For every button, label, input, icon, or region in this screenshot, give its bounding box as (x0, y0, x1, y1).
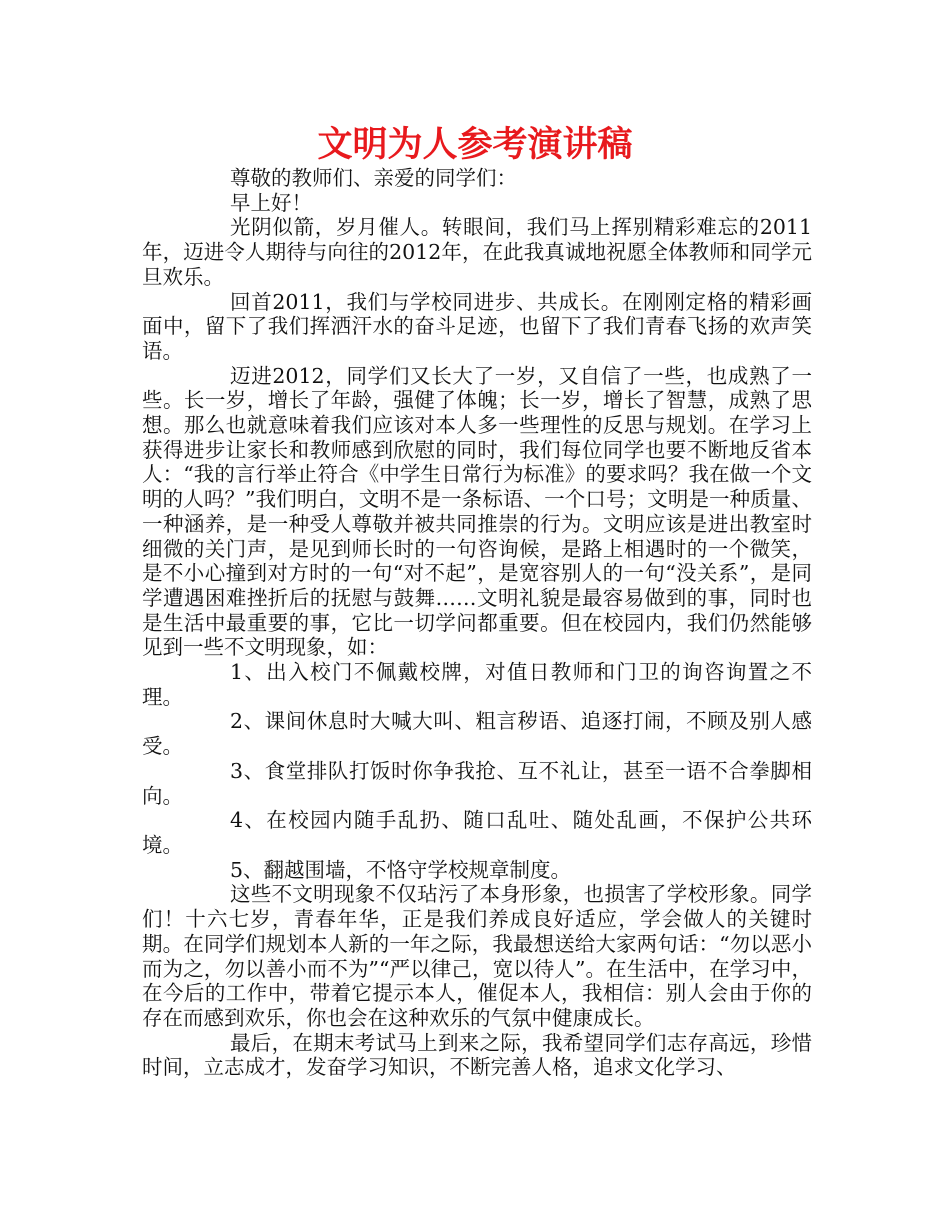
paragraph: 光阴似箭，岁月催人。转眼间，我们马上挥别精彩难忘的2011年，迈进令人期待与向往的2012年，在此我真诚地祝愿全体教师和同学元旦欢乐。 (142, 215, 812, 289)
list-item: 2、课间休息时大喊大叫、粗言秽语、追逐打闹，不顾及别人感受。 (142, 709, 812, 759)
page-title: 文明为人参考演讲稿 (317, 125, 633, 165)
paragraph: 最后，在期末考试马上到来之际，我希望同学们志存高远，珍惜时间，立志成才，发奋学习知识，不断完善人格，追求文化学习、 (142, 1030, 812, 1080)
list-item: 3、食堂排队打饭时你争我抢、互不礼让，甚至一语不合拳脚相向。 (142, 758, 812, 808)
document-body (142, 166, 812, 1080)
paragraph-good-morning: 早上好！ (230, 190, 312, 215)
paragraph-greeting: 尊敬的教师们、亲爱的同学们： (230, 166, 517, 190)
paragraph: 这些不文明现象不仅玷污了本身形象，也损害了学校形象。同学们！十六七岁，青春年华，正是我们养成良好适应，学会做人的关键时期。在同学们规划本人新的一年之际，我最想送给大家两句话：“勿以恶小而为之，勿以善小而不为”“严以律己，宽以待人”。在生活中，在学习中，在今后的工作中，带着它提示本人，催促本人，我相信：别人会由于你的存在而感到欢乐，你也会在这种欢乐的气氛中健康成长。 (142, 882, 812, 1030)
list-item: 5、翻越围墙，不恪守学校规章制度。 (230, 857, 572, 882)
paragraph: 迈进2012，同学们又长大了一岁，又自信了一些，也成熟了一些。长一岁，增长了年龄，强健了体魄；长一岁，增长了智慧，成熟了思想。那么也就意味着我们应该对本人多一些理性的反思与规划。在学习上获得进步让家长和教师感到欣慰的同时，我们每位同学也要不断地反省本人：“我的言行举止符合《中学生日常行为标准》的要求吗？我在做一个文明的人吗？”我们明白，文明不是一条标语、一个口号；文明是一种质量、一种涵养，是一种受人尊敬并被共同推崇的行为。文明应该是进出教室时细微的关门声，是见到师长时的一句咨询候，是路上相遇时的一个微笑，是不小心撞到对方时的一句“对不起”，是宽容别人的一句“没关系”，是同学遭遇困难挫折后的抚慰与鼓舞……文明礼貌是最容易做到的事，同时也是生活中最重要的事，它比一切学问都重要。但在校园内，我们仍然能够见到一些不文明现象，如： (142, 363, 812, 660)
paragraph: 回首2011，我们与学校同进步、共成长。在刚刚定格的精彩画面中，留下了我们挥洒汗水的奋斗足迹，也留下了我们青春飞扬的欢声笑语。 (142, 289, 812, 363)
list-item: 1、出入校门不佩戴校牌，对值日教师和门卫的询咨询置之不理。 (142, 660, 812, 709)
list-item: 4、在校园内随手乱扔、随口乱吐、随处乱画，不保护公共环境。 (142, 808, 812, 857)
